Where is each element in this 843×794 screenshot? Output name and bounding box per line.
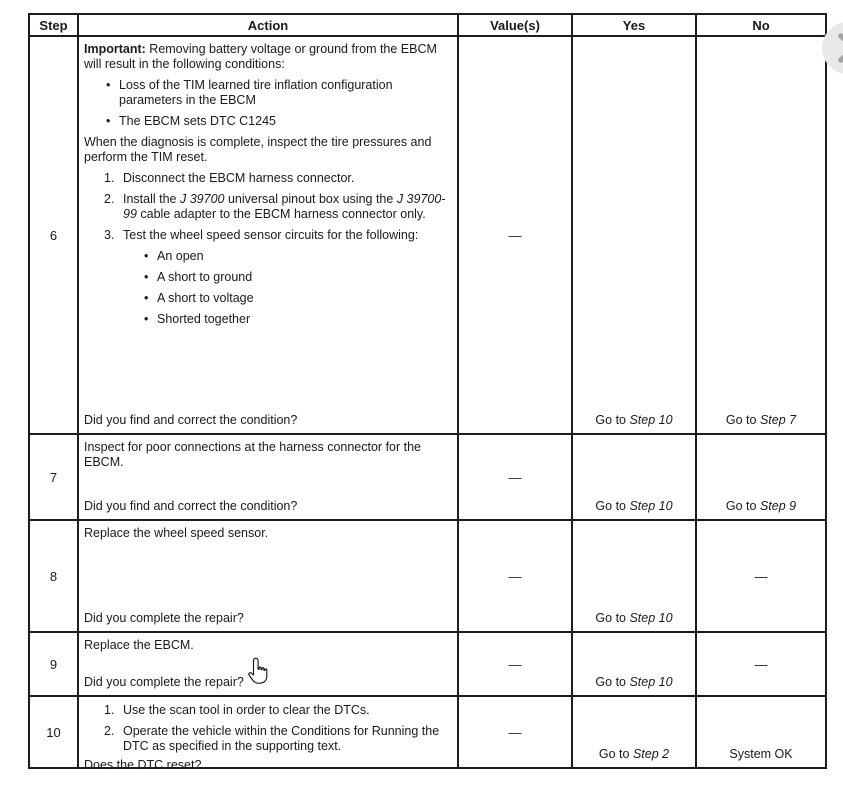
bullet-icon: • [144,312,149,326]
goto-prefix: Go to [595,675,630,689]
goto-target: Step 10 [629,499,673,513]
yes-cell-step-7 [573,435,695,519]
item-number: 2. [104,724,115,738]
item-number: 1. [104,171,115,185]
item-text: Disconnect the EBCM harness connector. [123,171,355,185]
next-page-button[interactable] [822,22,843,74]
tool-number: J 39700 [179,192,225,206]
yes-cell-step-9 [573,633,695,695]
yes-cell-step-8 [573,521,695,631]
goto-step-text [726,413,796,428]
item-text: Test the wheel speed sensor circuits for the following: [123,228,419,242]
goto-target: Step 10 [629,611,673,625]
goto-prefix: Go to [598,747,633,761]
step-question: Does the DTC reset? [84,758,202,772]
item-text-part: universal pinout box using the [224,192,397,206]
value-cell-step-10: — [459,697,571,767]
sub-list-item [144,291,451,306]
item-number: 1. [104,703,115,717]
numbered-item [104,724,451,754]
bullet-icon: • [106,114,111,128]
goto-target: Step 2 [632,747,670,761]
value-cell-step-8: — [459,521,571,631]
step-number-7: 7 [30,435,77,519]
no-cell-step-10: System OK [697,697,825,767]
header-values: Value(s) [459,15,571,35]
item-number: 3. [104,228,115,242]
no-cell-step-8: — [697,521,825,631]
important-text: Removing battery voltage or ground from the EBCM will result in the following conditions: [84,42,437,71]
goto-step-text [595,611,672,626]
yes-cell-step-10 [573,697,695,767]
important-label: Important: [84,42,146,56]
step-number-9: 9 [30,633,77,695]
value-cell-step-7: — [459,435,571,519]
goto-target: Step 9 [759,499,797,513]
goto-step-text [726,499,796,514]
action-cell-step-7 [79,435,457,519]
step-question: Did you find and correct the condition? [84,499,298,513]
goto-step-text [595,675,672,690]
numbered-item [104,703,451,718]
step-number-8: 8 [30,521,77,631]
goto-prefix: Go to [725,499,760,513]
bullet-text: The EBCM sets DTC C1245 [119,114,276,128]
item-text: Use the scan tool in order to clear the DTCs. [123,703,370,717]
important-note [84,42,451,72]
action-cell-step-6 [79,37,457,433]
numbered-item [104,228,451,243]
yes-cell-step-6 [573,37,695,433]
sub-list-item [144,270,451,285]
action-cell-step-8 [79,521,457,631]
action-body [84,42,451,327]
item-number: 2. [104,192,115,206]
goto-step-text [595,413,672,428]
action-cell-step-9 [79,633,457,695]
chevron-right-icon [822,22,843,74]
numbered-item [104,171,451,186]
no-cell-step-6 [697,37,825,433]
sub-bullet-text: A short to voltage [157,291,254,305]
header-yes: Yes [573,15,695,35]
no-cell-step-9: — [697,633,825,695]
action-cell-step-10 [79,697,457,772]
bullet-icon: • [144,270,149,284]
action-text: Replace the EBCM. [84,638,194,652]
sub-bullet-text: A short to ground [157,270,253,284]
goto-step-text [595,499,672,514]
goto-target: Step 10 [629,675,673,689]
value-cell-step-6: — [459,37,571,433]
step-number-10: 10 [30,697,77,767]
step-number-6: 6 [30,37,77,433]
bullet-icon: • [144,249,149,263]
sub-list-item [144,249,451,264]
action-text: Inspect for poor connections at the harness connector for the EBCM. [84,440,422,469]
bullet-icon: • [144,291,149,305]
goto-target: Step 10 [629,413,673,427]
step-question: Did you find and correct the condition? [84,413,298,427]
sub-bullet-text: An open [157,249,204,263]
tool-number: J 39700-99 [123,192,446,221]
bullet-text: Loss of the TIM learned tire inflation configuration parameters in the EBCM [119,78,393,107]
goto-prefix: Go to [595,611,630,625]
goto-prefix: Go to [725,413,760,427]
header-step: Step [30,15,77,35]
action-paragraph: When the diagnosis is complete, inspect the tire pressures and perform the TIM reset. [84,135,432,164]
header-action: Action [79,15,457,35]
item-text-part: Install the [123,192,180,206]
sub-bullet-text: Shorted together [157,312,251,326]
goto-prefix: Go to [595,499,630,513]
header-no: No [697,15,825,35]
step-question: Did you complete the repair? [84,611,244,625]
item-text-part: cable adapter to the EBCM harness connector only. [136,207,426,221]
sub-list-item [144,312,451,327]
action-body [84,702,451,754]
item-text [123,192,451,222]
goto-target: Step 7 [759,413,797,427]
action-text: Replace the wheel speed sensor. [84,526,269,540]
list-item [106,78,451,108]
bullet-icon: • [106,78,111,92]
diagnostic-table [28,13,827,772]
goto-step-text [599,747,669,762]
numbered-item [104,192,451,222]
item-text: Operate the vehicle within the Conditions for Running the DTC as specified in the supporting text. [123,724,440,753]
value-cell-step-9: — [459,633,571,695]
step-question: Did you complete the repair? [84,675,244,689]
list-item [106,114,451,129]
no-cell-step-7 [697,435,825,519]
goto-prefix: Go to [595,413,630,427]
